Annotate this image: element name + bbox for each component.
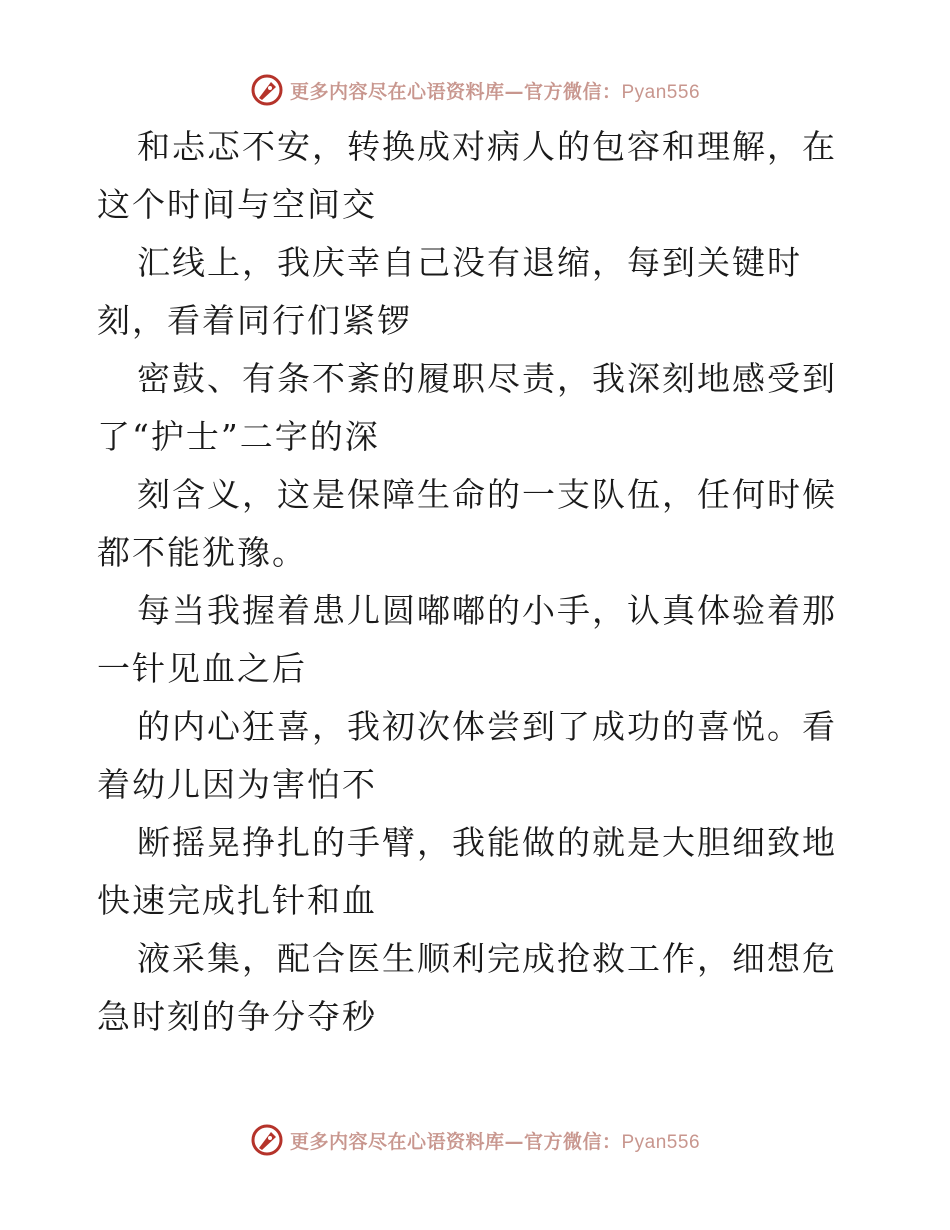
paragraph: 刻含义，这是保障生命的一支队伍，任何时候都不能犹豫。	[97, 475, 837, 572]
header-banner-cn: 更多内容尽在心语资料库—官方微信：	[289, 80, 622, 103]
paragraph: 和忐忑不安，转换成对病人的包容和理解，在这个时间与空间交	[97, 127, 837, 224]
header-banner-text	[290, 77, 700, 104]
footer-banner-cn: 更多内容尽在心语资料库—官方微信：	[289, 1130, 622, 1153]
paragraph: 的内心狂喜，我初次体尝到了成功的喜悦。看着幼儿因为害怕不	[97, 707, 837, 804]
paragraph: 汇线上，我庆幸自己没有退缩，每到关键时刻，看着同行们紧锣	[97, 243, 802, 340]
document-body	[97, 118, 857, 1046]
paragraph: 每当我握着患儿圆嘟嘟的小手，认真体验着那一针见血之后	[97, 591, 837, 688]
header-banner	[0, 70, 950, 110]
header-banner-wechat-id: Pyan556	[621, 81, 701, 103]
footer-banner	[0, 1120, 950, 1160]
paragraph: 液采集，配合医生顺利完成抢救工作，细想危急时刻的争分夺秒	[97, 939, 837, 1036]
paragraph: 密鼓、有条不紊的履职尽责，我深刻地感受到了“护士”二字的深	[97, 359, 837, 456]
paragraph: 断摇晃挣扎的手臂，我能做的就是大胆细致地快速完成扎针和血	[97, 823, 837, 920]
footer-banner-wechat-id: Pyan556	[621, 1131, 701, 1153]
pen-nib-logo-icon	[250, 1123, 284, 1157]
footer-banner-text	[290, 1127, 700, 1154]
pen-nib-logo-icon	[250, 73, 284, 107]
